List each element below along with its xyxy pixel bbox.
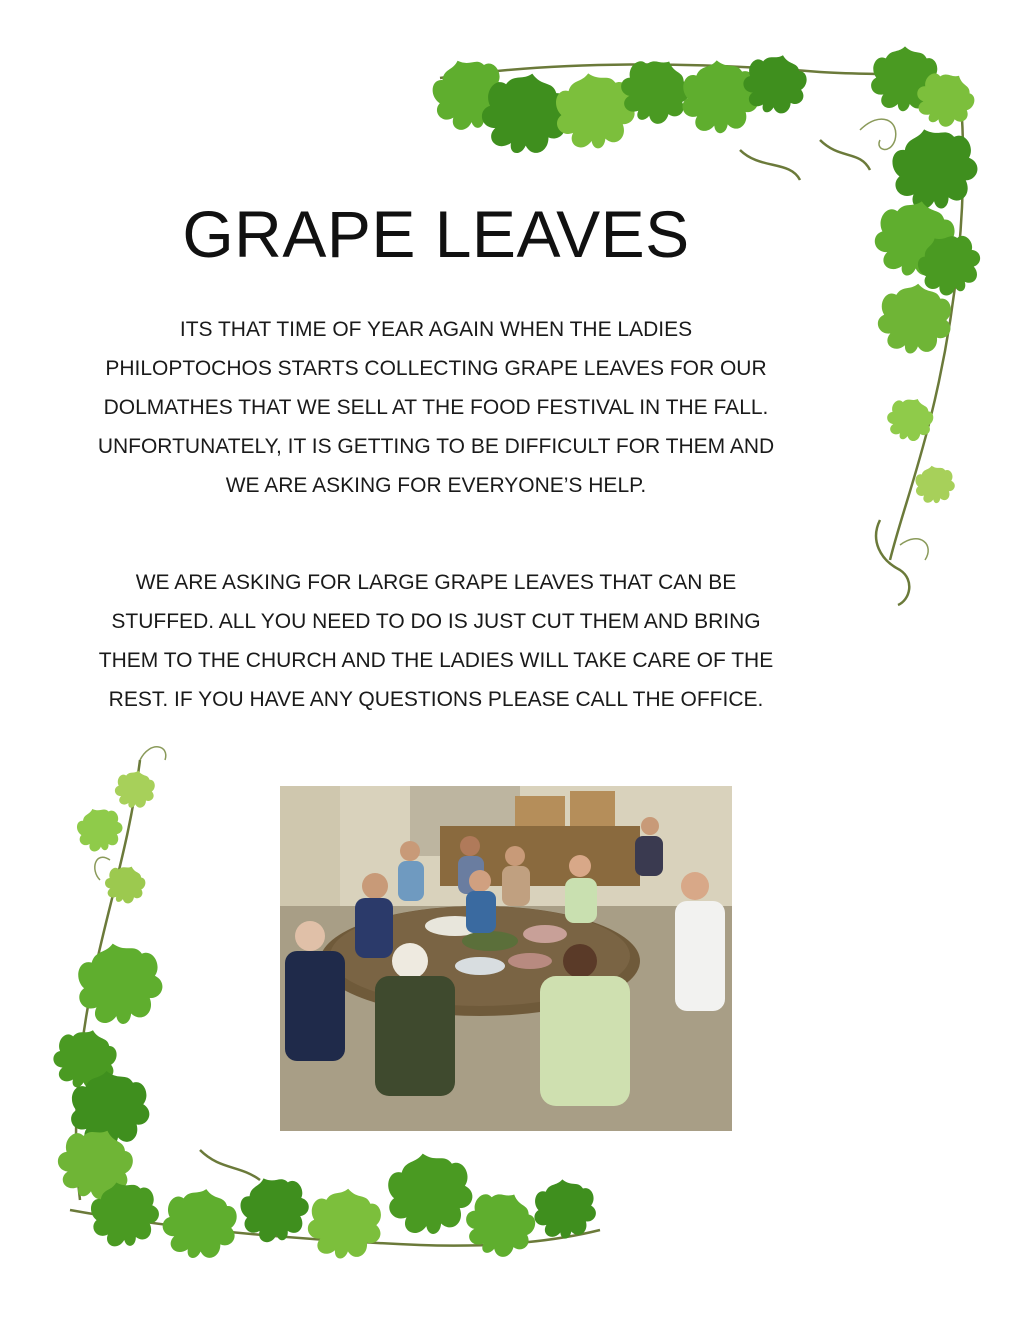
request-paragraph: WE ARE ASKING FOR LARGE GRAPE LEAVES THAT CAN BE STUFFED. ALL YOU NEED TO DO IS JUST CUT THEM AND BRING THEM TO THE CHURCH AND THE LADIES WILL TAKE CARE OF THE REST. IF YOU HAVE ANY QUESTIONS PLEASE CALL THE OFFICE. [98, 571, 774, 711]
photo-illustration [280, 786, 732, 1131]
ladies-rolling-grape-leaves-photo [280, 786, 732, 1131]
page-title: GRAPE LEAVES [182, 197, 690, 271]
intro-paragraph: ITS THAT TIME OF YEAR AGAIN WHEN THE LADIES PHILOPTOCHOS STARTS COLLECTING GRAPE LEAVES FOR OUR DOLMATHES THAT WE SELL AT THE FOOD FESTIVAL IN THE FALL. UNFORTUNATELY, IT IS GETTING TO BE DIFFICULT FOR THEM AND WE ARE ASKING FOR EVERYONE’S HELP. [97, 318, 775, 497]
